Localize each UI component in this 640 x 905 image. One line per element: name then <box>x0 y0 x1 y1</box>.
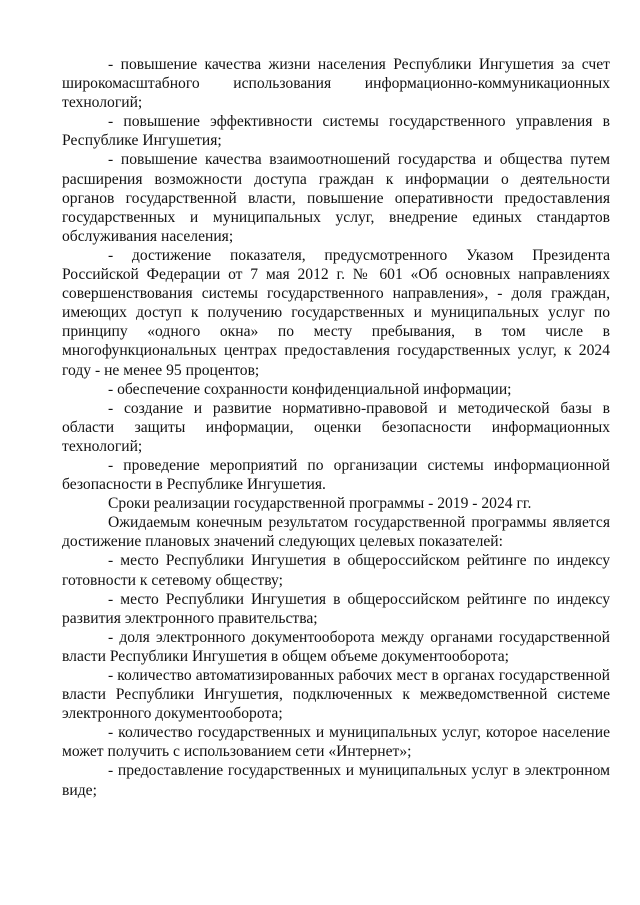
indicator-electronic-services: - предоставление государственных и муниципальных услуг в электронном виде; <box>62 762 610 799</box>
list-item-confidential-information: - обеспечение сохранности конфиденциальной информации; <box>108 380 512 398</box>
indicator-network-readiness: - место Республики Ингушетия в общероссийском рейтинге по индексу готовности к сетевому обществу; <box>62 552 610 589</box>
list-item-presidential-decree-indicator: - достижение показателя, предусмотренного Указом Президента Российской Федерации от 7 мая 2012 г. № 601 «Об основных направлениях совершенствования системы государственного направления», - доля граждан, имеющих доступ к получению государственных и муниципальных услуг по принципу «одного окна» по месту пребывания, в том числе в многофункциональных центрах предоставления государственных услуг, к 2024 году - не менее 95 процентов; <box>62 246 610 379</box>
indicator-e-government: - место Республики Ингушетия в общероссийском рейтинге по индексу развития электронного правительства; <box>62 590 610 627</box>
indicator-workstations: - количество автоматизированных рабочих мест в органах государственной власти Республики Ингушетия, подключенных к межведомственной системе электронного документооборота; <box>62 667 610 723</box>
document-page <box>62 55 610 800</box>
list-item-state-society-relations: - повышение качества взаимоотношений государства и общества путем расширения возможности доступа граждан к информации о деятельности органов государственной власти, повышение оперативности предоставления государственных и муниципальных услуг, внедрение единых стандартов обслуживания населения; <box>62 151 610 245</box>
expected-results-intro: Ожидаемым конечным результатом государственной программы является достижение плановых значений следующих целевых показателей: <box>62 514 610 551</box>
indicator-internet-services: - количество государственных и муниципальных услуг, которое население может получить с использованием сети «Интернет»; <box>62 724 610 761</box>
list-item-governance-efficiency: - повышение эффективности системы государственного управления в Республике Ингушетия; <box>62 113 610 150</box>
indicator-electronic-document-flow: - доля электронного документооборота между органами государственной власти Республики Ингушетия в общем объеме документооборота; <box>62 628 610 665</box>
list-item-regulatory-base: - создание и развитие нормативно-правовой и методической базы в области защиты информации, оценки безопасности информационных технологий; <box>62 399 610 455</box>
program-timeframe: Сроки реализации государственной программы - 2019 - 2024 гг. <box>108 495 532 513</box>
list-item-quality-of-life: - повышение качества жизни населения Республики Ингушетия за счет широкомасштабного использования информационно-коммуникационных технологий; <box>62 56 610 112</box>
list-item-information-security: - проведение мероприятий по организации системы информационной безопасности в Республике Ингушетия. <box>62 456 610 494</box>
